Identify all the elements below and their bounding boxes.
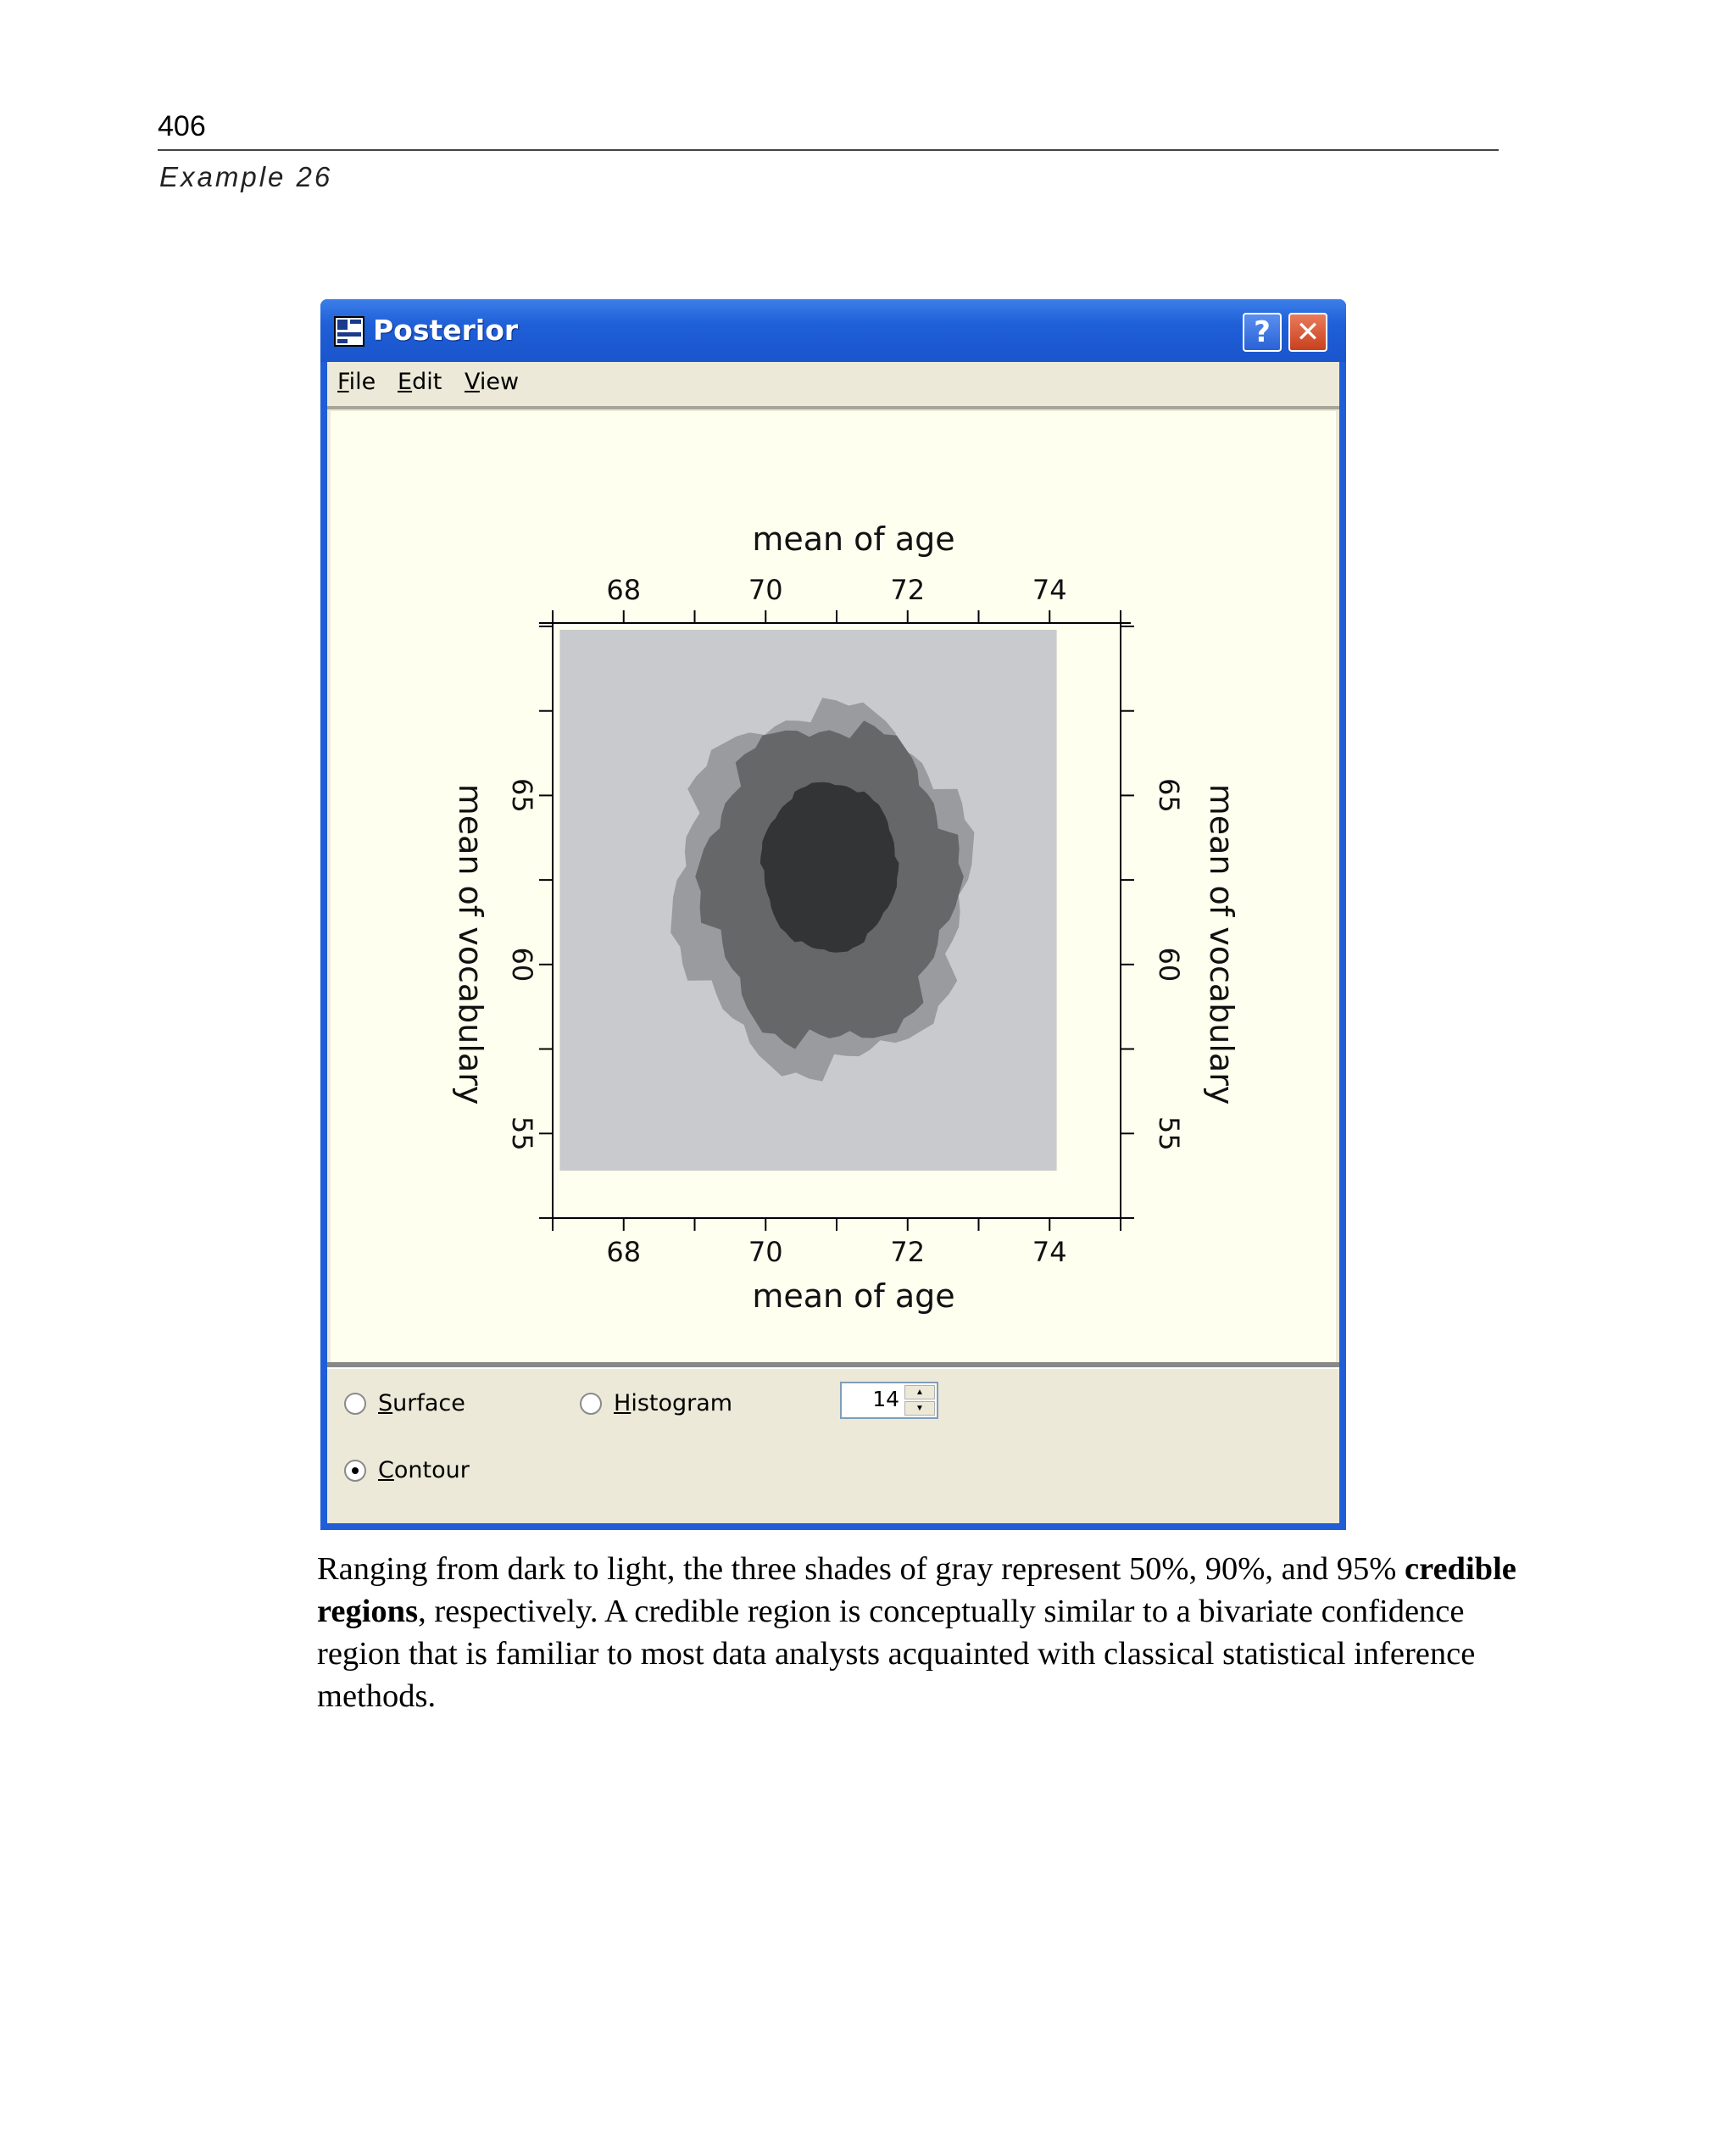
- menu-view[interactable]: View: [465, 369, 520, 395]
- window-app-icon: [334, 316, 364, 347]
- display-controls: [327, 1369, 1339, 1523]
- bottom-x-tick-label: 74: [1032, 1236, 1067, 1268]
- contour-label[interactable]: Contour: [378, 1457, 470, 1483]
- bottom-x-tick-label: 72: [890, 1236, 926, 1268]
- right-y-tick-label: 60: [1153, 947, 1185, 982]
- bottom-x-tick-label: 68: [606, 1236, 642, 1268]
- spin-down-icon[interactable]: ▼: [904, 1401, 935, 1416]
- figure-caption: [317, 1548, 1521, 1717]
- window-client: [327, 362, 1339, 1523]
- right-y-tick-label: 65: [1153, 778, 1185, 813]
- header-rule: [158, 149, 1499, 151]
- top-x-axis-title: mean of age: [752, 520, 955, 558]
- top-x-tick-label: 72: [890, 574, 926, 606]
- page-number: 406: [158, 110, 206, 142]
- left-y-tick-label: 65: [506, 778, 538, 813]
- histogram-label[interactable]: Histogram: [614, 1390, 733, 1416]
- plot-panel: [331, 411, 1336, 1362]
- help-icon: ?: [1254, 315, 1271, 349]
- left-y-tick-label: 60: [506, 947, 538, 982]
- surface-radio[interactable]: [344, 1393, 366, 1415]
- posterior-contour-chart: [331, 411, 1336, 1362]
- left-y-tick-label: 55: [506, 1116, 538, 1151]
- menu-bar: [327, 362, 1339, 406]
- left-y-axis-title: mean of vocabulary: [452, 783, 489, 1105]
- title-bar[interactable]: [320, 299, 1346, 362]
- top-x-tick-label: 68: [606, 574, 642, 606]
- spinner-buttons: [904, 1385, 935, 1416]
- close-icon: ✕: [1295, 315, 1321, 349]
- menu-edit[interactable]: Edit: [398, 369, 442, 395]
- histogram-radio[interactable]: [580, 1393, 602, 1415]
- contour-radio[interactable]: [344, 1460, 366, 1482]
- menu-file[interactable]: File: [337, 369, 376, 395]
- bins-value[interactable]: 14: [872, 1387, 899, 1411]
- caption-text-2: , respectively. A credible region is conceptually similar to a bivariate confidence region that is familiar to most data analysts acquainted with classical statistical inference methods.: [317, 1594, 1476, 1714]
- close-button[interactable]: [1288, 313, 1327, 352]
- bottom-x-axis-title: mean of age: [752, 1277, 955, 1315]
- spin-up-icon[interactable]: ▲: [904, 1385, 935, 1399]
- right-y-tick-label: 55: [1153, 1116, 1185, 1151]
- chapter-title: Example 26: [159, 161, 333, 192]
- window-title: Posterior: [373, 314, 519, 347]
- bottom-x-tick-label: 70: [748, 1236, 783, 1268]
- surface-label[interactable]: Surface: [378, 1390, 465, 1416]
- menu-separator: [327, 406, 1339, 409]
- top-x-tick-label: 74: [1032, 574, 1067, 606]
- bins-spinner[interactable]: [840, 1382, 938, 1419]
- help-button[interactable]: [1243, 313, 1282, 352]
- right-y-axis-title: mean of vocabulary: [1203, 783, 1240, 1105]
- posterior-window: [320, 299, 1346, 1530]
- caption-text-1: Ranging from dark to light, the three shades of gray represent 50%, 90%, and 95%: [317, 1551, 1405, 1587]
- caption-bold-term: credible regions: [317, 1551, 1516, 1629]
- top-x-tick-label: 70: [748, 574, 783, 606]
- panel-splitter[interactable]: [327, 1362, 1339, 1369]
- radio-selected-dot: [352, 1467, 359, 1474]
